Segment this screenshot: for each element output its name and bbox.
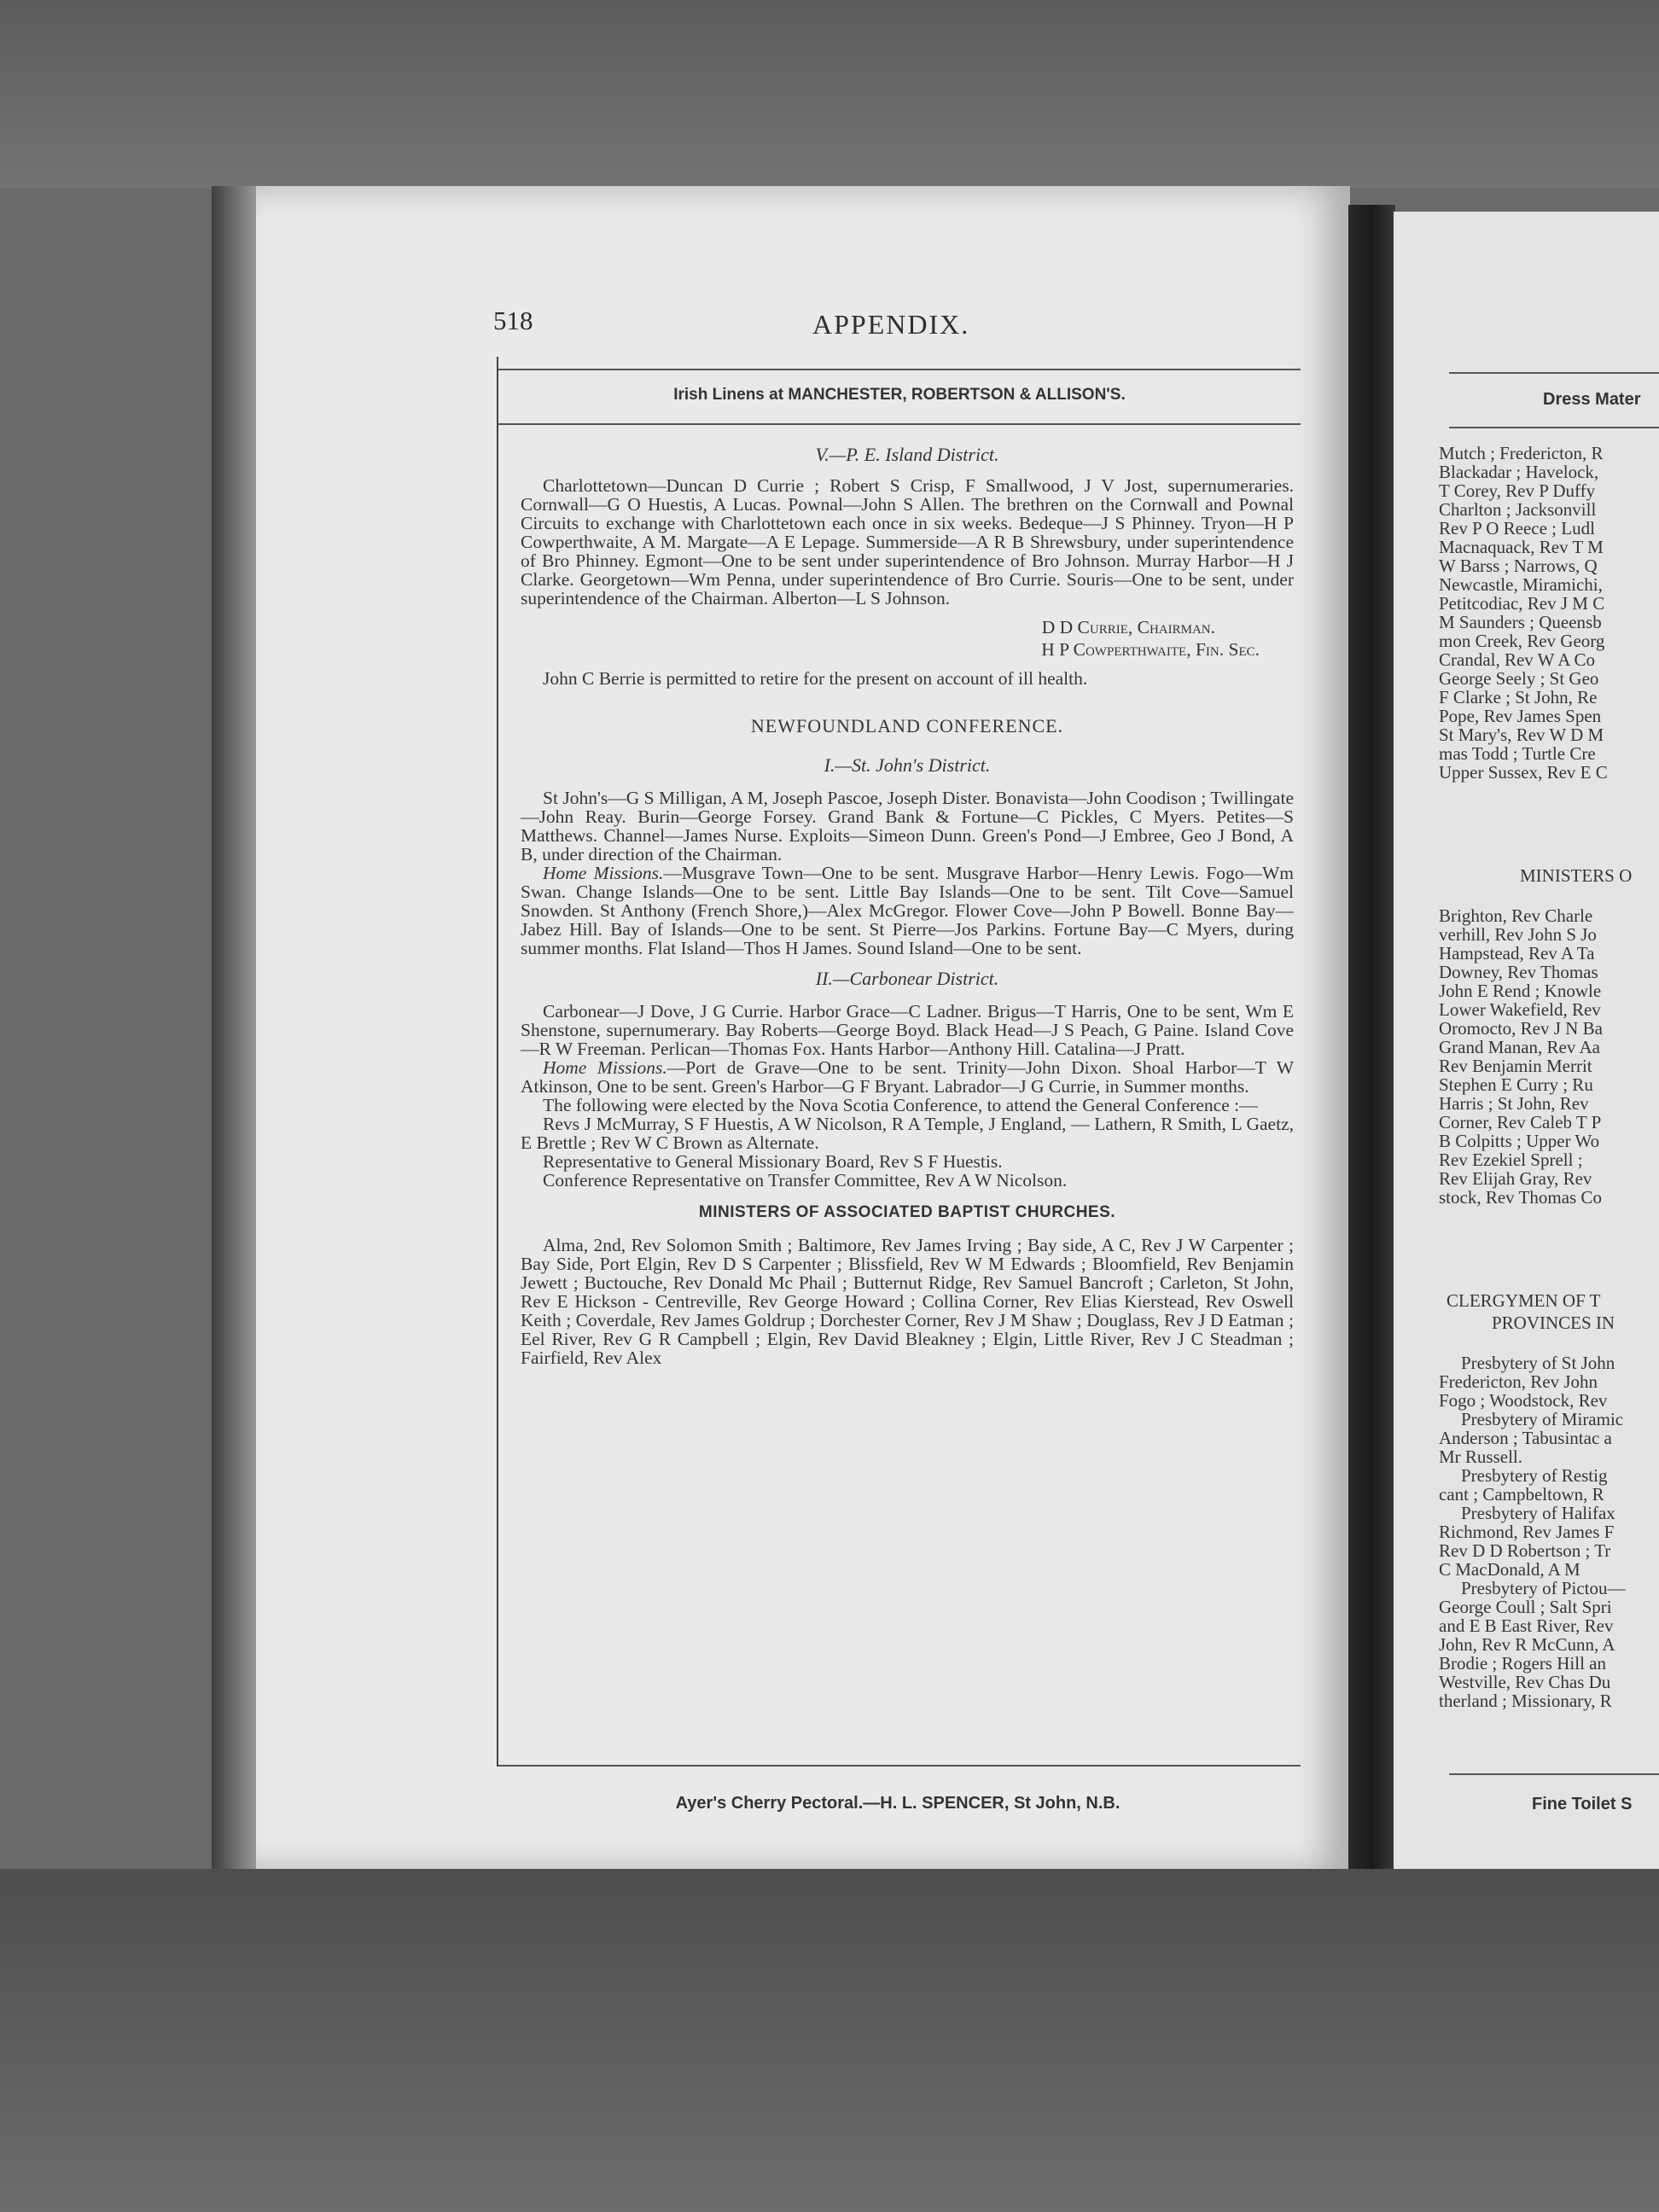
right-line: Rev D D Robertson ; Tr [1439,1540,1611,1561]
right-line: Rev Ezekiel Sprell ; [1439,1150,1583,1170]
right-top-rule [1449,372,1659,374]
right-line: Brighton, Rev Charle [1439,905,1593,926]
right-line: Rev Elijah Gray, Rev [1439,1168,1592,1189]
fin-sec-signature: H P Cowperthwaite, Fin. Sec. [1041,639,1260,660]
scan-backdrop-bottom [0,1869,1659,2212]
right-line: C MacDonald, A M [1439,1559,1580,1580]
right-line: Stephen E Curry ; Ru [1439,1074,1593,1095]
right-line: Presbytery of St John [1461,1353,1615,1373]
section-ii-home-missions-text: —Port de Grave—One to be sent. Trinity—John Dixon. Shoal Harbor—T W Atkinson, One to be sent. Green's Harbor—G F Bryant. Labrador—J G Currie, in Summer months. [521,1057,1294,1097]
bottom-rule [498,1765,1301,1767]
right-line: Lower Wakefield, Rev [1439,999,1601,1020]
right-line: Mr Russell. [1439,1447,1523,1467]
elected-revs: Revs J McMurray, S F Huestis, A W Nicolson, R A Temple, J England, — Lathern, R Smith, L Gaetz, E Brettle ; Rev W C Brown as Alternate. [521,1114,1294,1153]
right-line: Upper Sussex, Rev E C [1439,762,1608,783]
right-line: F Clarke ; St John, Re [1439,687,1598,707]
baptist-heading: MINISTERS OF ASSOCIATED BAPTIST CHURCHES. [698,1203,1116,1221]
running-head: APPENDIX. [812,309,970,340]
section-v-heading: V.—P. E. Island District. [815,444,999,465]
right-line: Harris ; St John, Rev [1439,1093,1589,1114]
right-line: M Saunders ; Queensb [1439,612,1602,632]
section-i-home-missions [521,864,1294,958]
right-column-c [1439,1353,1659,1710]
right-line: therland ; Missionary, R [1439,1691,1612,1711]
right-line: B Colpitts ; Upper Wo [1439,1131,1600,1151]
right-line: Richmond, Rev James F [1439,1522,1615,1542]
book-gutter [1348,205,1395,1877]
page-number: 518 [493,306,533,335]
section-i-heading: I.—St. John's District. [824,754,991,776]
right-line: George Seely ; St Geo [1439,668,1599,689]
transfer-committee-rep: Conference Representative on Transfer Committee, Rev A W Nicolson. [543,1170,1068,1190]
section-ii-home-missions [521,1058,1294,1096]
right-line: Newcastle, Miramichi, [1439,574,1603,595]
right-line: Downey, Rev Thomas [1439,962,1598,982]
right-line: Petitcodiac, Rev J M C [1439,593,1605,614]
right-line: Mutch ; Fredericton, R [1439,443,1604,463]
right-line: T Corey, Rev P Duffy [1439,480,1596,501]
conference-heading: NEWFOUNDLAND CONFERENCE. [750,715,1064,736]
missionary-board-rep: Representative to General Missionary Board, Rev S F Huestis. [543,1151,1003,1172]
right-line: Macnaquack, Rev T M [1439,537,1604,557]
right-line: Oromocto, Rev J N Ba [1439,1018,1603,1039]
right-heading-c1: CLERGYMEN OF T [1447,1290,1601,1311]
right-heading-b: MINISTERS O [1520,865,1633,886]
right-line: mas Todd ; Turtle Cre [1439,743,1596,764]
right-bottom-rule [1449,1773,1659,1775]
right-line: Blackadar ; Havelock, [1439,462,1599,482]
right-banner-rule [1449,427,1659,428]
right-line: Charlton ; Jacksonvill [1439,499,1597,520]
right-line: mon Creek, Rev Georg [1439,631,1605,651]
right-column-b [1439,906,1659,1207]
right-line: Fogo ; Woodstock, Rev [1439,1390,1608,1411]
section-ii-heading: II.—Carbonear District. [815,968,999,989]
right-line: stock, Rev Thomas Co [1439,1187,1602,1208]
right-line: Presbytery of Restig [1461,1465,1608,1486]
right-banner: Dress Mater [1543,390,1641,409]
right-line: Presbytery of Halifax [1461,1503,1615,1523]
right-line: Hampstead, Rev A Ta [1439,943,1595,963]
home-missions-label-2: Home Missions. [543,1057,667,1078]
right-line: John, Rev R McCunn, A [1439,1634,1615,1655]
main-column [521,445,1294,1367]
section-v-body: Charlottetown—Duncan D Currie ; Robert S Crisp, F Smallwood, J V Jost, supernumeraries. Cornwall—G O Huestis, A Lucas. Pownal—John S Allen. The brethren on the Cornwall and Pownal Circuits to exchange with Charlottetown each once in six weeks. Bedeque—J S Phinney. Tryon—H P Cowperthwaite, A M. Margate—A E Lepage. Summerside—A R B Shrewsbury, under superintendence of Bro Phinney. Egmont—One to be sent under superintendence of Bro Johnson. Murray Harbor—H J Clarke. Georgetown—Wm Penna, under superintendence of Bro Currie. Souris—One to be sent, under superintendence of the Chairman. Alberton—L S Johnson. [521,475,1294,608]
retirement-note: John C Berrie is permitted to retire for the present on account of ill health. [543,668,1088,689]
right-line: W Barss ; Narrows, Q [1439,556,1598,576]
right-line: Crandal, Rev W A Co [1439,649,1595,670]
bottom-advert-banner: Ayer's Cherry Pectoral.—H. L. SPENCER, St John, N.B. [675,1794,1121,1813]
right-line: Rev P O Reece ; Ludl [1439,518,1595,538]
right-line: Brodie ; Rogers Hill an [1439,1653,1606,1674]
right-line: St Mary's, Rev W D M [1439,725,1604,745]
right-line: Presbytery of Pictou— [1461,1578,1626,1598]
right-line: verhill, Rev John S Jo [1439,924,1597,945]
elected-note: The following were elected by the Nova Scotia Conference, to attend the General Conference :— [543,1095,1258,1115]
section-i-home-missions-text: —Musgrave Town—One to be sent. Musgrave Harbor—Henry Lewis. Fogo—Wm Swan. Change Islands—One to be sent. Little Bay Islands—One to be sent. Tilt Cove—Samuel Snowden. St Anthony (French Shore,)—Alex McGregor. Flower Cove—John P Bowell. Bonne Bay—Jabez Hill. Bay of Islands—One to be sent. St Pierre—Jos Parkins. Fortune Bay—C Myers, during summer months. Flat Island—Thos H James. Sound Island—One to be sent. [521,863,1294,958]
right-footer-banner: Fine Toilet S [1532,1795,1633,1813]
right-line: Grand Manan, Rev Aa [1439,1037,1600,1057]
right-line: John E Rend ; Knowle [1439,981,1602,1001]
right-line: Pope, Rev James Spen [1439,706,1602,726]
right-line: Anderson ; Tabusintac a [1439,1428,1612,1448]
section-ii-body: Carbonear—J Dove, J G Currie. Harbor Grace—C Ladner. Brigus—T Harris, One to be sent, Wm E Shenstone, supernumerary. Bay Roberts—George Boyd. Black Head—J S Peach, G Paine. Island Cove—R W Freeman. Perlican—Thomas Fox. Hants Harbor—Anthony Hill. Catalina—J Pratt. [521,1001,1294,1059]
section-i-body: St John's—G S Milligan, A M, Joseph Pascoe, Joseph Dister. Bonavista—John Coodison ; Twillingate—John Reay. Burin—George Forsey. Grand Bank & Fortune—C Pickles, C Myers. Petites—S Matthews. Channel—James Nurse. Exploits—Simeon Dunn. Green's Pond—J Embree, Geo J Bond, A B, under direction of the Chairman. [521,788,1294,864]
right-line: cant ; Campbeltown, R [1439,1484,1604,1505]
right-line: Fredericton, Rev John [1439,1371,1598,1392]
baptist-body: Alma, 2nd, Rev Solomon Smith ; Baltimore, Rev James Irving ; Bay side, A C, Rev J W Carpenter ; Bay Side, Port Elgin, Rev D S Carpenter ; Blissfield, Rev W M Edwards ; Bloomfield, Rev Benjamin Jewett ; Buctouche, Rev Donald Mc Phail ; Butternut Ridge, Rev Samuel Bancroft ; Carleton, St John, Rev E Hickson - Centreville, Rev George Howard ; Collina Corner, Rev Elias Kierstead, Rev Oswell Keith ; Coverdale, Rev James Goldrup ; Dorchester Corner, Rev J M Shaw ; Douglass, Rev J D Eatman ; Eel River, Rev G R Campbell ; Elgin, Rev David Bleakney ; Elgin, Little River, Rev J C Steadman ; Fairfield, Rev Alex [521,1235,1294,1368]
right-line: George Coull ; Salt Spri [1439,1597,1612,1617]
right-line: Corner, Rev Caleb T P [1439,1112,1602,1132]
home-missions-label: Home Missions. [543,863,664,883]
banner-rule [498,423,1301,425]
top-rule [498,369,1301,370]
right-line: Westville, Rev Chas Du [1439,1672,1611,1692]
content-frame [497,357,1301,1767]
right-heading-c2: PROVINCES IN [1492,1313,1615,1333]
right-line: and E B East River, Rev [1439,1615,1614,1636]
right-line: Rev Benjamin Merrit [1439,1056,1592,1076]
chairman-signature: D D Currie, Chairman. [1041,617,1215,637]
right-line: Presbytery of Miramic [1461,1409,1624,1429]
scan-backdrop-top [0,0,1659,188]
top-advert-banner: Irish Linens at MANCHESTER, ROBERTSON & ALLISON'S. [673,386,1126,404]
right-column-a [1439,444,1659,782]
